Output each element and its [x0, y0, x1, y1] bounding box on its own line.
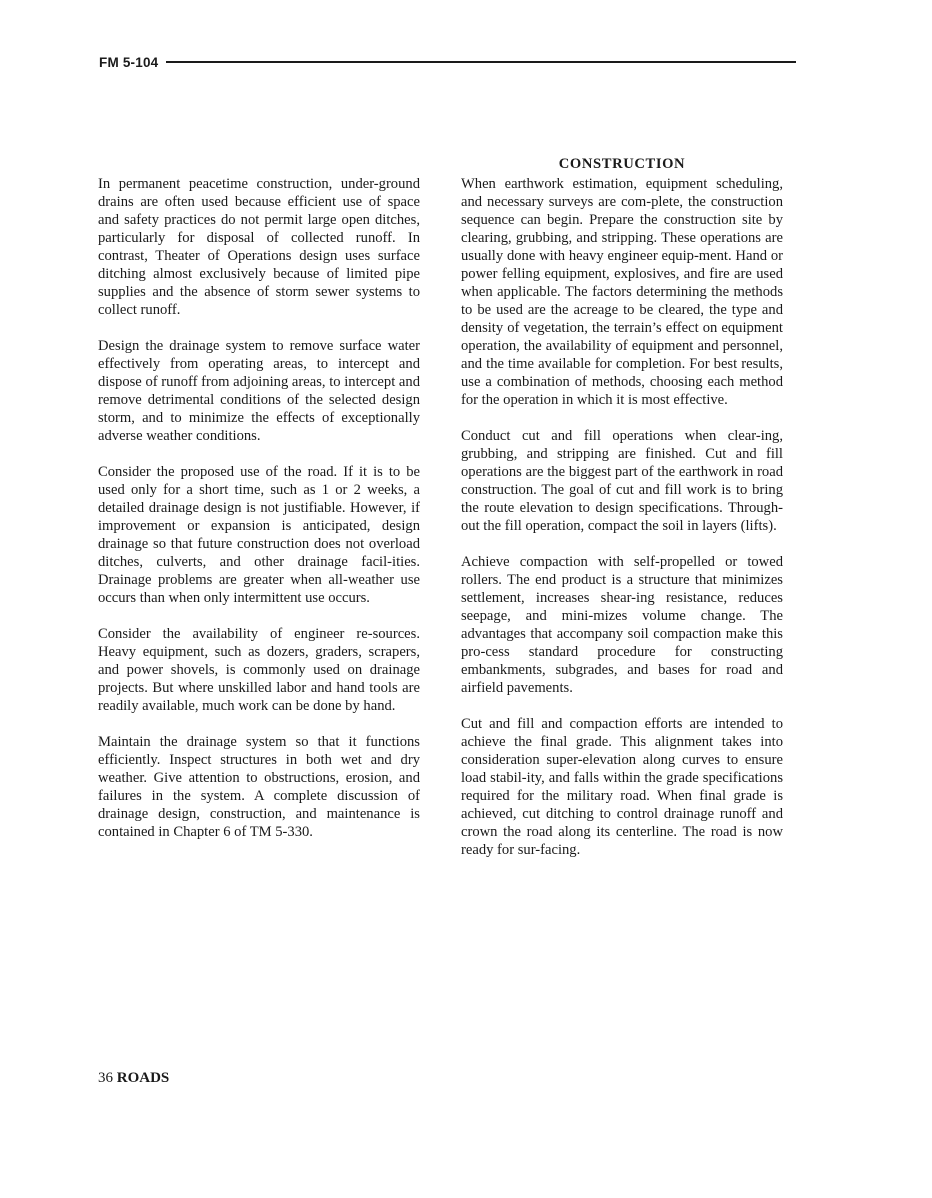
paragraph-proposed-use: Consider the proposed use of the road. If it is to be used only for a short time, such as 1 or 2 weeks, a detailed drainage design is not justifiable. However, if improvement or expansion is anticipated, design drainage so that future construction does not overload ditches, culverts, and other drainage facil-ities. Drainage problems are greater when all-weather use occurs than when only intermittent use occurs. — [98, 464, 420, 606]
left-column — [98, 175, 420, 859]
paragraph-underground-drains: In permanent peacetime construction, under-ground drains are often used because efficient use of space and safety practices do not permit large open ditches, particularly for disposal of collected runoff. In contrast, Theater of Operations design uses surface ditching almost exclusively because of limited pipe supplies and the absence of storm sewer systems to collect runoff. — [98, 176, 420, 318]
header-rule — [166, 61, 796, 63]
right-column — [461, 154, 783, 877]
page-number: 36 — [98, 1070, 113, 1086]
paragraph-cut-and-fill: Conduct cut and fill operations when clear-ing, grubbing, and stripping are finished. Cut and fill operations are the biggest part of the earthwork in road construction. The goal of cut and fill work is to bring the route elevation to design specifications. Through-out the fill operation, compact the soil in layers (lifts). — [461, 428, 783, 534]
section-title-construction: CONSTRUCTION — [558, 156, 686, 172]
manual-number: FM 5-104 — [99, 54, 159, 70]
page-footer — [98, 1068, 169, 1088]
paragraph-design-drainage: Design the drainage system to remove surface water effectively from operating areas, to intercept and dispose of runoff from adjoining areas, to intercept and remove detrimental conditions of the selected design storm, and to minimize the effects of exceptionally adverse weather conditions. — [98, 338, 420, 444]
paragraph-construction-sequence: When earthwork estimation, equipment scheduling, and necessary surveys are com-plete, the construction sequence can begin. Prepare the construction site by clearing, grubbing, and stripping. These operations are usually done with heavy engineer equip-ment. Hand or power felling equipment, explosives, and fire are used when applicable. The factors determining the methods to be used are the acreage to be cleared, the type and density of vegetation, the terrain’s effect on equipment operation, the availability of equipment and personnel, and the time available for completion. For best results, use a combination of methods, choosing each method for the operation in which it is most effective. — [461, 176, 783, 408]
paragraph-engineer-resources: Consider the availability of engineer re-sources. Heavy equipment, such as dozers, graders, scrapers, and power shovels, is commonly used on drainage projects. But where unskilled labor and hand tools are readily available, much work can be done by hand. — [98, 626, 420, 714]
footer-section-name: ROADS — [116, 1070, 170, 1086]
paragraph-maintain-drainage: Maintain the drainage system so that it functions efficiently. Inspect structures in both wet and dry weather. Give attention to obstructions, erosion, and failures in the system. A complete discussion of drainage design, construction, and maintenance is contained in Chapter 6 of TM 5-330. — [98, 734, 420, 840]
paragraph-compaction: Achieve compaction with self-propelled or towed rollers. The end product is a structure that minimizes settlement, increases shear-ing resistance, reduces seepage, and mini-mizes volume change. The advantages that accompany soil compaction make this pro-cess standard procedure for constructing embankments, subgrades, and bases for road and airfield pavements. — [461, 554, 783, 696]
paragraph-final-grade: Cut and fill and compaction efforts are intended to achieve the final grade. This alignment takes into consideration super-elevation along curves to ensure load stabil-ity, and falls within the grade specifications required for the military road. When final grade is achieved, cut ditching to control drainage runoff and crown the road along its centerline. The road is now ready for sur-facing. — [461, 716, 783, 858]
running-header — [99, 52, 796, 72]
